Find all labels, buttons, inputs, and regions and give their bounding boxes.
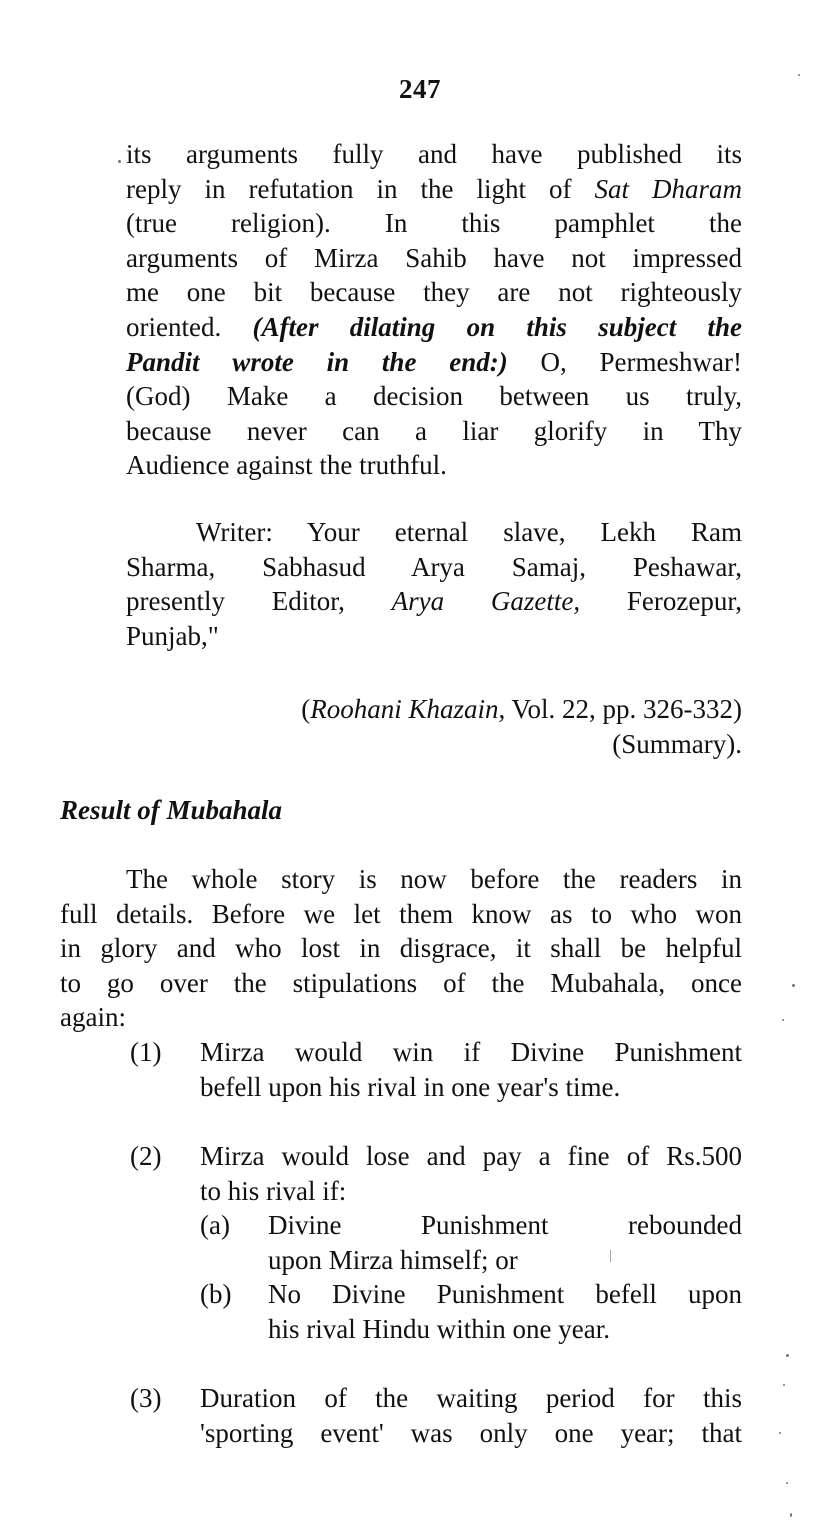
text-line: Writer: Your eternal slave, Lekh Ram: [196, 517, 742, 547]
quote-signature: [126, 515, 742, 653]
scan-speck: [798, 74, 800, 76]
sub-item-letter: (b): [200, 1279, 232, 1309]
citation-line: [200, 692, 742, 727]
text-run: O, Permeshwar!: [507, 346, 742, 377]
text-line: 'sporting event' was only one year; that: [200, 1417, 742, 1448]
scan-speck: [610, 1250, 611, 1262]
text-line: The whole story is now before the readers in: [126, 864, 742, 894]
text-line: [126, 172, 742, 207]
scan-speck: [790, 1513, 792, 1517]
editorial-note: Pandit wrote in the end:): [126, 346, 508, 377]
text-line: [126, 345, 742, 380]
text-line: [126, 584, 742, 619]
text-line: his rival Hindu within one year.: [268, 1313, 610, 1344]
citation-summary: (Summary).: [612, 728, 742, 759]
scan-speck: [792, 984, 795, 987]
text-line: (true religion). In this pamphlet the: [126, 208, 742, 239]
text-line: befell upon his rival in one year's time.: [200, 1071, 621, 1102]
text-line: full details. Before we let them know as to who won: [60, 898, 742, 929]
text-line: arguments of Mirza Sahib have not impressed: [126, 242, 742, 273]
text-line: upon Mirza himself; or: [268, 1244, 518, 1275]
item-number: (3): [130, 1383, 162, 1413]
text-line: Mirza would win if Divine Punishment: [200, 1037, 742, 1067]
item-text: [200, 1381, 742, 1450]
italic-term: Arya Gazette,: [391, 586, 581, 617]
text-line: Sharma, Sabhasud Arya Samaj, Peshawar,: [126, 551, 742, 582]
text-run: Ferozepur,: [580, 586, 742, 617]
item-text: [200, 1035, 742, 1104]
scan-speck: [779, 1432, 781, 1434]
text-line: again:: [60, 1002, 126, 1033]
text-line: to his rival if:: [200, 1175, 347, 1206]
item-text: [200, 1139, 742, 1208]
editorial-note: (After dilating on this subject the: [252, 311, 743, 342]
text-line: Audience against the truthful.: [126, 450, 447, 481]
section-heading: Result of Mubahala: [60, 795, 283, 825]
text-line: Duration of the waiting period for this: [200, 1383, 742, 1413]
text-line: Divine Punishment rebounded: [268, 1210, 742, 1240]
scan-speck: [786, 1354, 789, 1357]
scan-speck: [118, 160, 121, 163]
text-line: [126, 310, 742, 345]
text-line: in glory and who lost in disgrace, it shall be helpful: [60, 933, 742, 964]
sub-item-text: [268, 1208, 742, 1277]
text-line: Mirza would lose and pay a fine of Rs.500: [200, 1141, 742, 1171]
text-line: (God) Make a decision between us truly,: [126, 381, 742, 412]
scan-speck: [783, 1384, 785, 1386]
text-line: because never can a liar glorify in Thy: [126, 415, 742, 446]
scan-speck: [786, 1482, 788, 1484]
text-run: oriented.: [126, 311, 253, 342]
item-number: (2): [130, 1141, 162, 1171]
body-paragraph: [60, 862, 742, 1035]
text-run: reply in refutation in the light of: [126, 173, 595, 204]
text-line: No Divine Punishment befell upon: [268, 1279, 742, 1309]
page-number: 247: [399, 74, 441, 104]
scan-speck: [782, 1019, 784, 1021]
item-number: (1): [130, 1037, 162, 1067]
text-line: Punjab,": [126, 620, 219, 651]
text-line: its arguments fully and have published its: [126, 139, 742, 169]
text-line: to go over the stipulations of the Mubahala, once: [60, 967, 742, 998]
sub-item-letter: (a): [200, 1210, 230, 1240]
citation-reference: Vol. 22, pp. 326-332): [505, 694, 742, 724]
text-line: me one bit because they are not righteously: [126, 277, 742, 308]
italic-term: Sat Dharam: [594, 173, 742, 204]
citation-source: Roohani Khazain,: [310, 694, 506, 724]
quote-paragraph: [126, 137, 742, 483]
sub-item-text: [268, 1277, 742, 1346]
text-run: presently Editor,: [126, 586, 392, 617]
citation: [200, 692, 742, 761]
text-run: (: [301, 694, 311, 724]
